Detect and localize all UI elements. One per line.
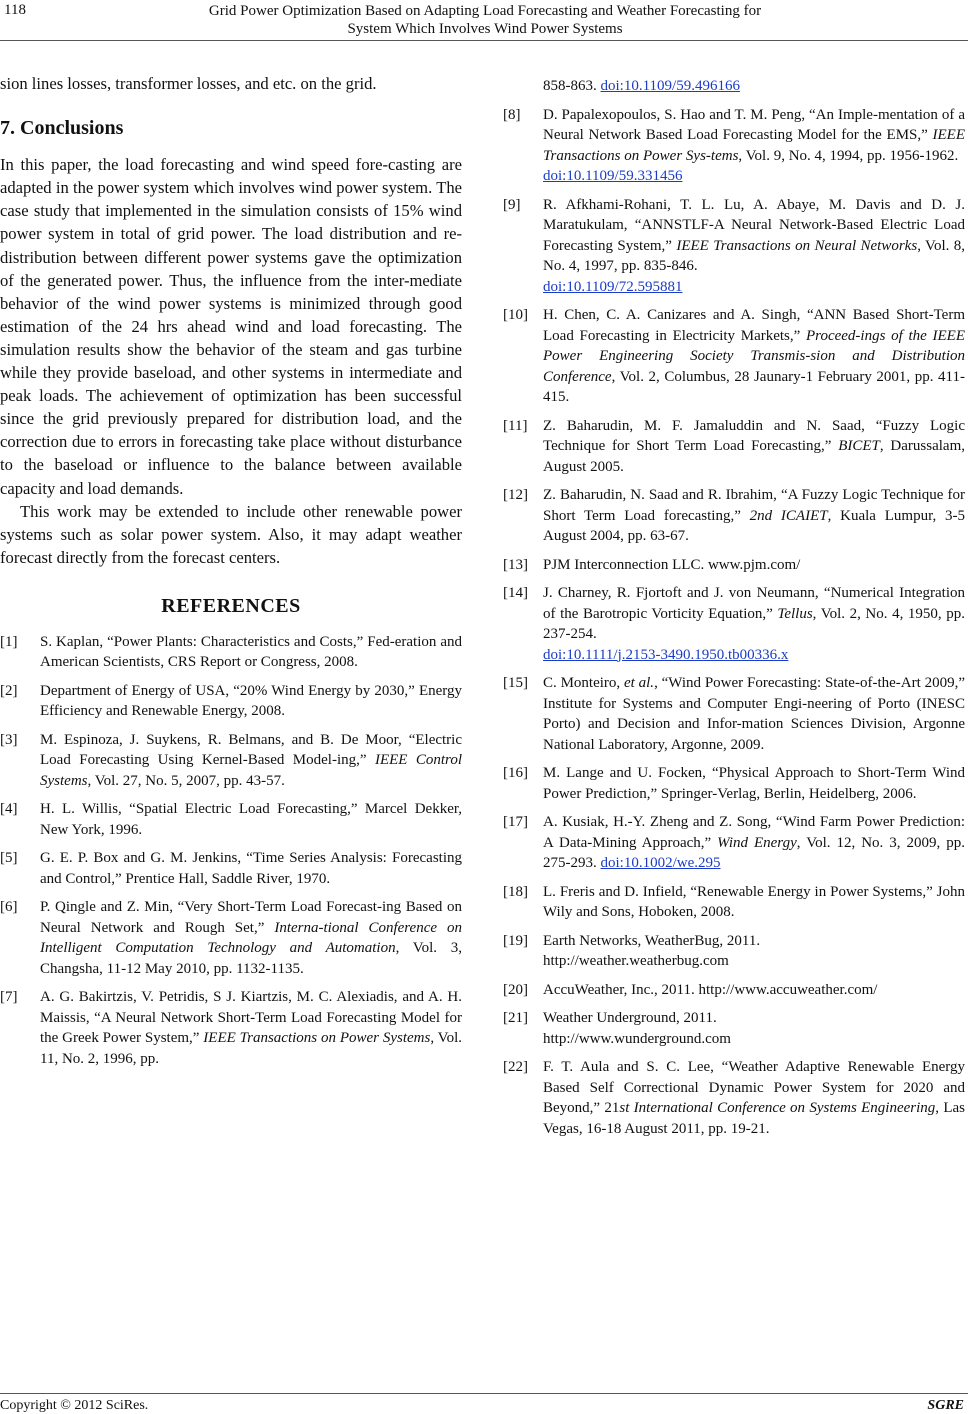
reference-text: F. T. Aula and S. C. Lee, “Weather Adaptive Renewable Energy Based Self Correctional Dynamic Power System for 2020 and Beyond,” 21st International Conference on Systems Engineering, Las Vegas, 16-18 August 2011, pp. 19-21. [543, 1059, 965, 1137]
reference-item [503, 931, 965, 972]
reference-text: G. E. P. Box and G. M. Jenkins, “Time Series Analysis: Forecasting and Control,” Prentice Hall, Saddle River, 1970. [40, 850, 462, 887]
reference-number: [3] [0, 731, 18, 748]
reference-number: [7] [0, 989, 18, 1006]
reference-text: R. Afkhami-Rohani, T. L. Lu, A. Abaye, M. Davis and D. J. Maratukulam, “ANNSTLF-A Neural Network-Based Electric Load Forecasting System,” IEEE Transactions on Neural Networks, Vol. 8, No. 4, 1997, pp. 835-846. doi:10.1109/72.595881 [543, 196, 965, 295]
reference-text: A. Kusiak, H.-Y. Zheng and Z. Song, “Wind Farm Power Prediction: A Data-Mining Approach,” Wind Energy, Vol. 12, No. 3, 2009, pp. 275-293. doi:10.1002/we.295 [543, 814, 965, 871]
reference-text: Z. Baharudin, N. Saad and R. Ibrahim, “A Fuzzy Logic Technique for Short Term Load forecasting,” 2nd ICAIET, Kuala Lumpur, 3-5 August 2004, pp. 63-67. [543, 487, 965, 544]
reference-number: [15] [503, 675, 528, 691]
reference-number: [10] [503, 307, 528, 323]
reference-item [0, 848, 462, 889]
reference-item [503, 882, 965, 923]
reference-item [503, 105, 965, 187]
reference-text: S. Kaplan, “Power Plants: Characteristics and Costs,” Fed-eration and American Scientists, CRS Report or Congress, 2008. [40, 633, 462, 671]
reference-text: D. Papalexopoulos, S. Hao and T. M. Peng, “An Imple-mentation of a Neural Network Based Load Forecasting Model for the EMS,” IEEE Transactions on Power Sys-tems, Vol. 9, No. 4, 1994, pp. 1956-1962. doi:10.1109/59.331456 [543, 106, 965, 184]
reference-text: M. Espinoza, J. Suykens, R. Belmans, and B. De Moor, “Electric Load Forecasting Using Kernel-Based Model-ing,” IEEE Control Systems, Vol. 27, No. 5, 2007, pp. 43-57. [40, 731, 462, 789]
reference-text: M. Lange and U. Focken, “Physical Approach to Short-Term Wind Power Prediction,” Springer-Verlag, Berlin, Heidelberg, 2006. [543, 765, 965, 802]
reference-text: AccuWeather, Inc., 2011. http://www.accuweather.com/ [543, 981, 878, 998]
running-title-line1: Grid Power Optimization Based on Adapting Load Forecasting and Weather Forecasting for [208, 3, 762, 19]
reference-text: PJM Interconnection LLC. www.pjm.com/ [543, 556, 801, 573]
reference-text: L. Freris and D. Infield, “Renewable Energy in Power Systems,” John Wily and Sons, Hoboken, 2008. [543, 883, 965, 920]
running-title-line2: System Which Involves Wind Power Systems [347, 21, 623, 37]
page-number: 118 [4, 2, 26, 18]
reference-number: [11] [503, 417, 528, 434]
reference-item [503, 416, 965, 478]
reference-item [0, 632, 462, 673]
reference-item [503, 673, 965, 755]
reference-item [503, 485, 965, 547]
references-heading: REFERENCES [161, 594, 301, 617]
reference-url: http://www.wunderground.com [543, 1030, 731, 1047]
reference-item [0, 681, 462, 722]
running-title [140, 2, 830, 38]
reference-url: http://weather.weatherbug.com [543, 953, 729, 969]
reference-number: [19] [503, 932, 528, 949]
reference-text: 858-863. doi:10.1109/59.496166 [543, 78, 740, 94]
running-header [0, 0, 968, 41]
section-title-conclusions: 7. Conclusions [0, 117, 124, 140]
reference-text: C. Monteiro, et al., “Wind Power Forecasting: State-of-the-Art 2009,” Institute for Systems and Computer Engi-neering of Porto (INESC Porto) and Decision and Infor-mation Sciences Division, Argonne National Laboratory, Argonne, 2009. [543, 675, 965, 753]
reference-text: P. Qingle and Z. Min, “Very Short-Term Load Forecast-ing Based on Neural Network and Rough Set,” Interna-tional Conference on Intelligent Computation Technology and Automation, Vol. 3, Changsha, 11-12 May 2010, pp. 1132-1135. [40, 899, 462, 977]
reference-number: [2] [0, 682, 18, 699]
reference-number: [17] [503, 814, 528, 830]
reference-text: A. G. Bakirtzis, V. Petridis, S J. Kiartzis, M. C. Alexiadis, and A. H. Maissis, “A Neural Network Short-Term Load Forecasting Model for the Greek Power System,” IEEE Transactions on Power Systems, Vol. 11, No. 2, 1996, pp. [40, 989, 462, 1067]
reference-number: [6] [0, 899, 18, 916]
reference-text: Department of Energy of USA, “20% Wind Energy by 2030,” Energy Efficiency and Renewable Energy, 2008. [40, 682, 462, 720]
reference-number: [4] [0, 801, 18, 818]
reference-text: Z. Baharudin, M. F. Jamaluddin and N. Saad, “Fuzzy Logic Technique for Short Term Load Forecasting,” BICET, Darussalam, August 2005. [543, 417, 965, 475]
reference-item [503, 980, 965, 1001]
conclusions-paragraph-2: This work may be extended to include other renewable power systems such as solar power system. Also, it may adapt weather forecast directly from the forecast centers. [0, 501, 462, 567]
reference-number: [9] [503, 196, 521, 213]
reference-item [503, 195, 965, 298]
reference-item [503, 1008, 965, 1049]
reference-number: [13] [503, 556, 528, 573]
reference-text: J. Charney, R. Fjortoft and J. von Neumann, “Numerical Integration of the Barotropic Vorticity Equation,” Tellus, Vol. 2, No. 4, 1950, pp. 237-254. doi:10.1111/j.2153-3490.1950.tb00336.x [543, 585, 965, 663]
reference-number: [21] [503, 1010, 528, 1026]
conclusions-paragraph-1: In this paper, the load forecasting and wind speed fore-casting are adapted in the power system which involves wind power system. The case study that implemented in the simulation consists of 15% wind power system in total of grid power. The load distribution and re-distribution between different power systems gave the optimization of the generated power. Thus, the influence from the inter-mediate behavior of the wind power systems is minimized through good estimation of the 24 hrs ahead wind and load forecasting. The simulation results show the behavior of the steam and gas turbine while they provide baseload, and other systems in intermediate and peak loads. The achievement of optimization has been successful since the grid previously prepared for distribution load, and the correction due to errors in forecasting take place without disturbance to the baseload or influence to the balance between available capacity and load demands. [0, 155, 462, 498]
reference-number: [20] [503, 981, 528, 998]
reference-number: [14] [503, 585, 528, 601]
reference-item [503, 812, 965, 874]
reference-item [503, 763, 965, 804]
reference-item [503, 583, 965, 665]
reference-item [0, 799, 462, 840]
doi-link[interactable]: doi:10.1109/59.331456 [543, 168, 683, 184]
left-column [0, 72, 462, 1077]
reference-text: Earth Networks, WeatherBug, 2011. http://weather.weatherbug.com [543, 932, 761, 969]
reference-number: [12] [503, 487, 528, 503]
reference-number: [16] [503, 765, 528, 781]
reference-number: [8] [503, 106, 521, 123]
copyright-text: Copyright © 2012 SciRes. [0, 1398, 149, 1413]
reference-item [0, 730, 462, 792]
reference-number: [5] [0, 850, 18, 867]
reference-text: Weather Underground, 2011. http://www.wunderground.com [543, 1010, 731, 1047]
reference-item [0, 987, 462, 1069]
reference-item [503, 555, 965, 576]
continuation-text: sion lines losses, transformer losses, and etc. on the grid. [0, 74, 377, 93]
reference-number: [1] [0, 633, 18, 650]
reference-text: H. L. Willis, “Spatial Electric Load Forecasting,” Marcel Dekker, New York, 1996. [40, 801, 462, 838]
doi-link[interactable]: doi:10.1109/72.595881 [543, 278, 683, 295]
doi-link[interactable]: doi:10.1109/59.496166 [600, 78, 740, 94]
reference-item [503, 305, 965, 408]
doi-link[interactable]: doi:10.1002/we.295 [600, 855, 721, 871]
reference-text: H. Chen, C. A. Canizares and A. Singh, “ANN Based Short-Term Load Forecasting in Electricity Markets,” Proceed-ings of the IEEE Power Engineering Society Transmis-sion and Distribution Conference, Vol. 2, Columbus, 28 Jaunary-1 February 2001, pp. 411-415. [543, 307, 965, 405]
journal-abbreviation: SGRE [927, 1398, 964, 1413]
doi-link[interactable]: doi:10.1111/j.2153-3490.1950.tb00336.x [543, 646, 789, 663]
reference-item [0, 897, 462, 979]
reference-item [503, 76, 965, 97]
reference-number: [18] [503, 883, 528, 900]
right-column [503, 76, 965, 1147]
reference-item [503, 1057, 965, 1139]
page-footer [0, 1393, 968, 1414]
reference-number: [22] [503, 1059, 528, 1075]
